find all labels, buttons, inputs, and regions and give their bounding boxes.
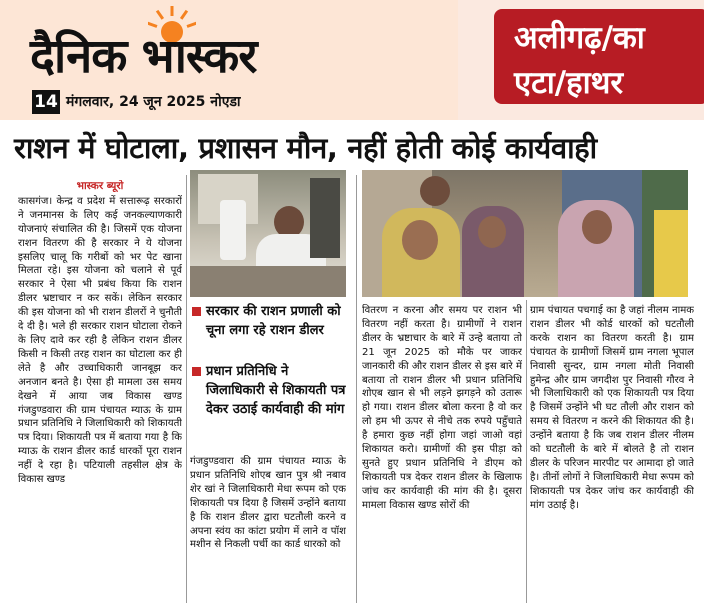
highlight-1: सरकार की राशन प्रणाली को चूना लगा रहे राशन डीलर: [190, 302, 346, 340]
column-2-text: गंजडुण्डवारा की ग्राम पंचायत म्याऊ के प्रधान प्रतिनिधि शोएब खान पुत्र श्री नबाव शेर खां ने जिलाधिकारी मेधा रूपम को एक शिकायती पत्र दिया है जिसमें उन्होंने बताया है कि राशन डीलर द्वारा घटतौली करने व अपना स्वंय का कांटा प्रयोग में लाने व पॉश मशीन से निकली पर्ची का कार्ड धारको को: [190, 456, 346, 551]
dateline: मंगलवार, 24 जून 2025 नोएडा: [66, 94, 241, 110]
article-column-1: [18, 180, 182, 604]
highlight-2: प्रधान प्रतिनिधि ने जिलाधिकारी से शिकायती पत्र देकर उठाई कार्यवाही की मांग: [190, 362, 346, 419]
highlight-box: [190, 302, 346, 452]
highlight-bullet-icon: [192, 367, 201, 376]
highlight-bullet-icon: [192, 307, 201, 316]
photo-official-at-desk: [190, 170, 346, 297]
edition-city-line-1: अलीगढ़/का: [514, 20, 645, 56]
column-4-text: ग्राम पंचायत पचगाई का है जहां नीलम नामक राशन डीलर भी कोर्ड धारकों को घटतौली करके राशन का वितरण करती है। ग्राम पंचायत के ग्रामीणों जिसमें ग्राम नगला भूपाल निवासी सुन्दर, ग्राम नगला मोती निवासी हुमेन्द्र और ग्राम जगदीश पुर निवासी गौरव ने भी जिलाधिकारी को एक शिकायती पत्र दिया है जिसमें उन्होंने भी घट तौली और राशन को समय से वितरण न करने की शिकायत की है। उन्होंने बताया है कि जब राशन डीलर नीलम को घटतौली के बारे में बोलते है तो राशन डीलर के परिजन मारपीट पर आमादा हो जाते है। तीनों लोगों ने जिलाधिकारी मेधा रूपम को शिकायती पत्र देकर जांच कर कार्यवाही की मांग उठाई है।: [530, 305, 694, 511]
photo-villagers-group: [362, 170, 688, 297]
byline: भास्कर ब्यूरो: [76, 180, 124, 192]
column-divider: [526, 300, 527, 603]
page-number: 14: [32, 90, 60, 114]
newspaper-logo: दैनिक भास्कर: [30, 29, 257, 84]
article-headline: राशन में घोटाला, प्रशासन मौन, नहीं होती कोई कार्यवाही: [14, 131, 597, 165]
column-divider: [356, 175, 357, 603]
edition-city-line-2: एटा/हाथर: [514, 65, 624, 101]
article-column-4: [530, 304, 694, 605]
column-3-text: वितरण न करना और समय पर राशन भी वितरण नहीं करता है। ग्रामीणों ने राशन डीलर के भ्रष्टाचार के बारे में उन्हे बताया तो 21 जून 2025 को मौके पर जाकर जानकारी की और राशन डीलर से इस बारे में बताया तो राशन डीलर भी प्रधान प्रतिनिधि शोएब खान से भी लड़ने झगड़ने को उतारू हो गया। राशन डीलर बोला करना है वो कर लो हम भी ऊपर से नीचे तक रुपये पहुँचाते है हमारा कुछ नहीं होगा जहां जाओ वहां शिकायत करो। ग्रामीणों की इस पीड़ा को सुनते हुए प्रधान प्रतिनिधि ने डीएम को शिकायती पत्र देकर राशन डीलर के खिलाफ जांच कर कार्यवाही की मांग की है। दूसरा मामला विकास खण्ड सोरों की: [362, 305, 522, 511]
article-column-3: [362, 304, 522, 605]
column-1-text: कासगंज। केन्द्र व प्रदेश में सत्तारूढ़ सरकारों ने जनमानस के लिए कई जनकल्याणकारी योजनाएं संचालित की है। जिसमें एक योजना राशन वितरण की है सरकार ने ये योजना इसलिए चालू कि गरीबों को भर पेट खाना मिलता रहे। इस योजना को चलाने से पूर्व सरकार ने ऐसा भी प्रबंध किया कि राशन डीलर भ्रष्टाचार न कर सकें। लेकिन सरकार की इस योजना को भी राशन डीलरों ने चुनौती दे दी है। भले ही सरकार राशन घोटाला रोकने के लिए दावे कर रही है लेकिन राशन डीलर किसी न किसी तरह राशन का घोटाला कर ही लेते है और उच्चाधिकारी जानबूझ कर अनजान बनते है। ऐसा ही मामला उस समय देखने में आया जब विकास खण्ड गंजडुण्डवारा की ग्राम पंचायत म्याऊ के ग्राम प्रधान प्रतिनिधि ने जिलाधिकारी को शिकायती पत्र दिया। शिकायती पत्र में बताया गया है कि म्याऊ के राशन डीलर कार्ड धारकों पूरा राशन नहीं दे रहा है। पटियाली तहसील क्षेत्र के विकास खण्ड: [18, 195, 182, 486]
article-column-2: [190, 455, 346, 605]
column-divider: [186, 175, 187, 603]
